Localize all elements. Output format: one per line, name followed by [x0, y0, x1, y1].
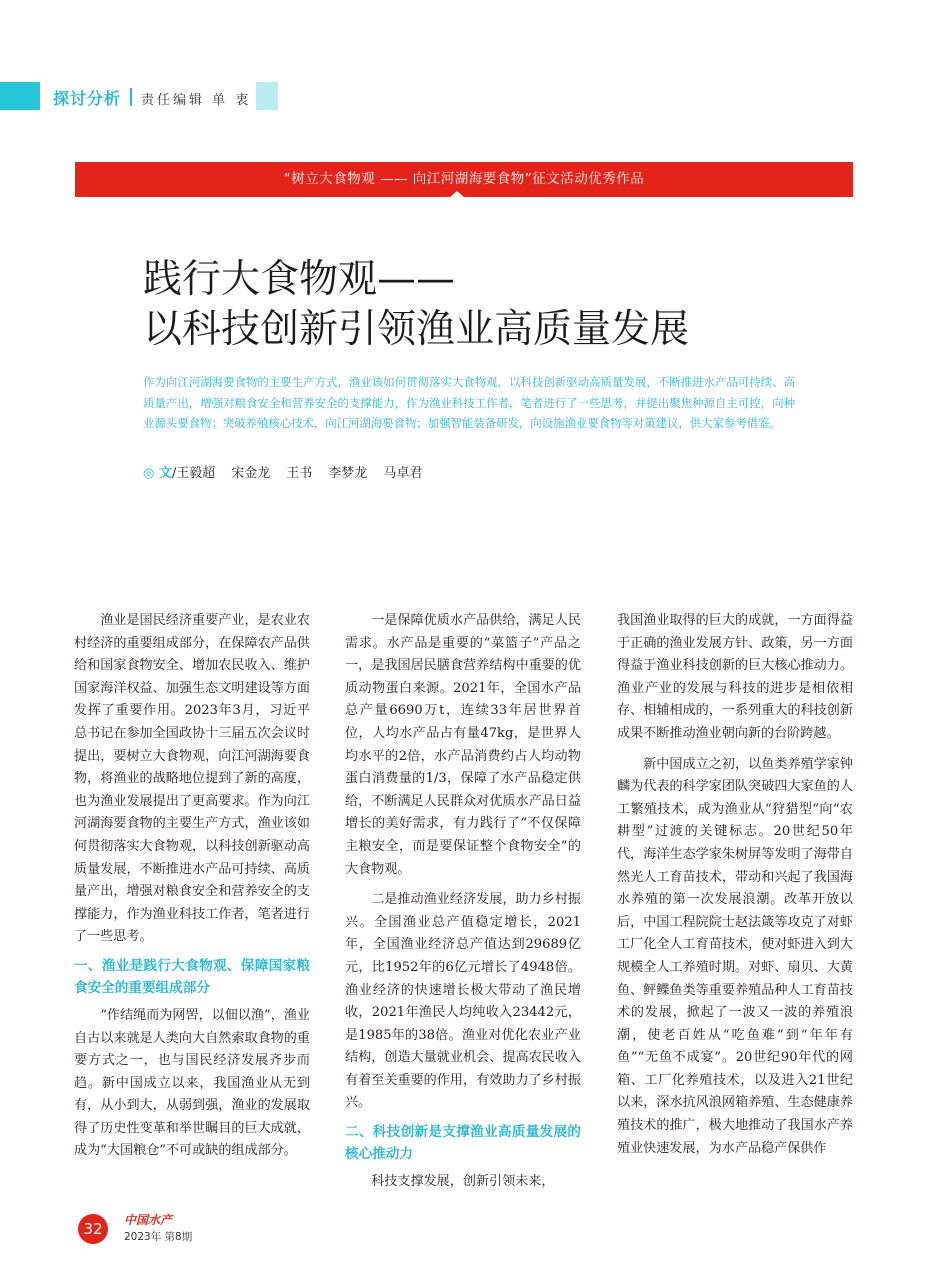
article-title-line-1: 践行大食物观——	[143, 257, 456, 302]
author-name: 李梦龙	[328, 466, 368, 481]
body-paragraph: 二是推动渔业经济发展，助力乡村振兴。全国渔业总产值稳定增长，2021年，全国渔业经济总产值达到29689亿元，比1952年的6亿元增长了4948倍。渔业经济的快速增长极大带动了渔民增收，2021年渔民人均纯收入23442元，是1985年的38倍。渔业对优化农业产业结构，创造大量就业机会、提高农民收入有着至关重要的作用，有效助力了乡村振兴。	[345, 892, 581, 1111]
section-heading-1: 一、渔业是践行大食物观、保障国家粮食安全的重要组成部分	[74, 957, 310, 996]
body-paragraph: “作结绳而为网罟，以佃以渔”，渔业自古以来就是人类向大自然索取食物的重要方式之一，也与国民经济发展齐步而趋。新中国成立以来，我国渔业从无到有，从小到大，从弱到强，渔业的发展取得了历史性变革和举世瞩目的巨大成就，成为“大国粮仓”不可或缺的组成部分。	[74, 1007, 310, 1159]
page-number: 32	[78, 1214, 108, 1244]
body-column-2	[345, 610, 581, 1194]
issue-label: 2023年 第8期	[124, 1231, 193, 1243]
article-title	[143, 255, 689, 355]
editor-credit: 责任编辑 单 衷	[141, 93, 252, 108]
body-column-1	[74, 610, 310, 1163]
body-paragraph: 科技支撑发展，创新引领未来，	[371, 1174, 555, 1190]
body-paragraph: 渔业是国民经济重要产业，是农业农村经济的重要组成部分，在保障农产品供给和国家食物安全、增加农民收入、维护国家海洋权益、加强生态文明建设等方面发挥了重要作用。2023年3月，习近平总书记在参加全国政协十三届五次会议时提出，要树立大食物观，向江河湖海要食物，将渔业的战略地位提到了新的高度，也为渔业发展提出了更高要求。作为向江河湖海要食物的主要生产方式，渔业该如何贯彻落实大食物观，以科技创新驱动高质量发展，不断推进水产品可持续、高质量产出，增强对粮食安全和营养安全的支撑能力，作为渔业科技工作者，笔者进行了一些思考。	[74, 613, 310, 945]
author-name: 马卓君	[383, 466, 423, 481]
byline-mark: ◎ 文	[143, 466, 172, 481]
body-paragraph: 新中国成立之初，以鱼类养殖学家钟麟为代表的科学家团队突破四大家鱼的人工繁殖技术，成为渔业从“狩猎型”向“农耕型”过渡的关键标志。20世纪50年代，海洋生态学家朱树屏等发明了海带自然光人工育苗技术，带动和兴起了我国海水养殖的第一次发展浪潮。改革开放以后，中国工程院院士赵法箴等攻克了对虾工厂化全人工育苗技术，使对虾进入到大规模全人工养殖时期。对虾、扇贝、大黄鱼、鲆鲽鱼类等重要养殖品种人工育苗技术的发展，掀起了一波又一波的养殖浪潮，使老百姓从“吃鱼难”到“年年有鱼”“无鱼不成宴”。20世纪90年代的网箱、工厂化养殖技术，以及进入21世纪以来，深水抗风浪网箱养殖、生态健康养殖技术的推广，极大地推动了我国水产养殖业快速发展，为水产品稳产保供作	[617, 756, 853, 1156]
section-heading-2: 二、科技创新是支撑渔业高质量发展的核心推动力	[345, 1124, 581, 1163]
article-abstract: 作为向江河湖海要食物的主要生产方式，渔业该如何贯彻落实大食物观，以科技创新驱动高质量发展，不断推进水产品可持续、高质量产出，增强对粮食安全和营养安全的支撑能力，作为渔业科技工作者，笔者进行了一些思考，并提出聚焦种源自主可控，向种业源头要食物；突破养殖核心技术，向江河湖海要食物；加强智能装备研发，向设施渔业要食物等对策建议，供大家参考借鉴。	[143, 375, 795, 430]
body-paragraph: 一是保障优质水产品供给，满足人民需求。水产品是重要的“菜篮子”产品之一，是我国居民膳食营养结构中重要的优质动物蛋白来源。2021年，全国水产品总产量6690万t，连续33年居世界首位，人均水产品占有量47kg，是世界人均水平的2倍，水产品消费约占人均动物蛋白消费量的1/3，保障了水产品稳定供给，不断满足人民群众对优质水产品日益增长的美好需求，有力践行了“不仅保障主粮安全，而是要保证整个食物安全”的大食物观。	[345, 613, 581, 877]
author-name: 宋金龙	[231, 466, 271, 481]
author-name: /王毅超	[171, 466, 216, 481]
author-name: 王书	[286, 466, 313, 481]
section-label: 探讨分析	[53, 89, 122, 108]
article-title-line-2: 以科技创新引领渔业高质量发展	[143, 307, 690, 352]
header-divider	[130, 88, 132, 106]
body-paragraph: 我国渔业取得的巨大的成就，一方面得益于正确的渔业发展方针、政策，另一方面得益于渔业科技创新的巨大核心推动力。渔业产业的发展与科技的进步是相依相存、相辅相成的，一系列重大的科技创新成果不断推动渔业朝向新的台阶跨越。	[617, 613, 853, 741]
magazine-logo: 中国水产	[124, 1213, 173, 1227]
body-column-3	[617, 610, 853, 1160]
banner-notch	[449, 191, 465, 198]
campaign-banner: “树立大食物观 —— 向江河湖海要食物”征文活动优秀作品	[75, 162, 853, 197]
byline	[143, 462, 422, 481]
header-accent-block-right	[256, 82, 278, 110]
header-accent-block	[0, 82, 40, 110]
